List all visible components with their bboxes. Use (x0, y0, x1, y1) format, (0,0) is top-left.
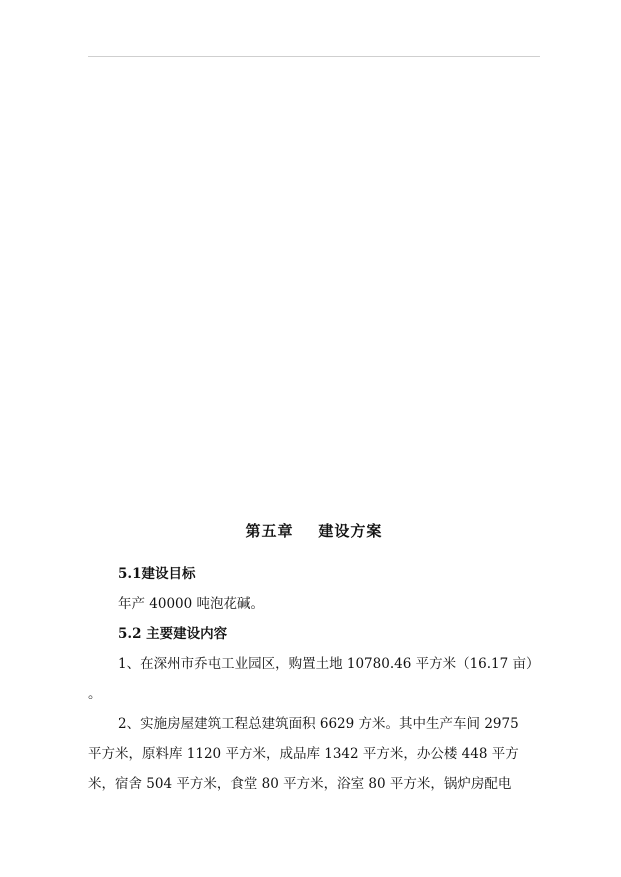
header-rule (88, 56, 540, 57)
paragraph-line: 米，宿舍 504 平方米，食堂 80 平方米，浴室 80 平方米，锅炉房配电 (88, 776, 512, 792)
chapter-title: 第五章 建设方案 (245, 522, 383, 540)
paragraph-line: 年产 40000 吨泡花碱。 (118, 596, 265, 612)
section-heading-5-1: 5.1建设目标 (118, 566, 196, 582)
paragraph-line: 2、实施房屋建筑工程总建筑面积 6629 方米。其中生产车间 2975 (118, 716, 519, 732)
section-heading-5-2: 5.2 主要建设内容 (118, 626, 228, 642)
paragraph-line: 。 (88, 686, 102, 702)
paragraph-line: 1、在深州市乔屯工业园区，购置土地 10780.46 平方米（16.17 亩） (118, 656, 540, 672)
paragraph-line: 平方米，原料库 1120 平方米，成品库 1342 平方米，办公楼 448 平方 (88, 746, 519, 762)
